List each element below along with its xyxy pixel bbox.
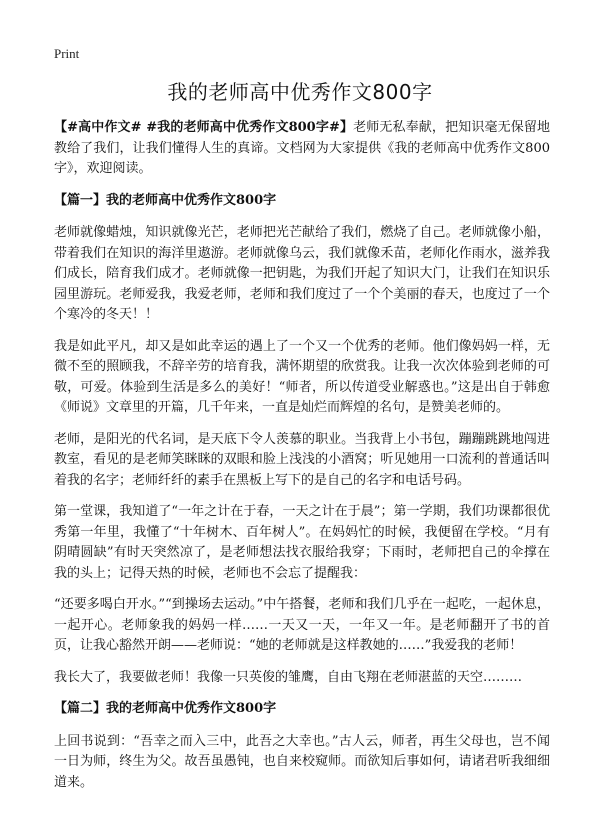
section-heading-2: 【篇二】我的老师高中优秀作文800字 — [54, 701, 277, 716]
article-body — [54, 118, 550, 804]
intro-paragraph — [54, 118, 550, 180]
paragraph: 我长大了，我要做老师！我像一只英俊的雏鹰，自由飞翔在老师湛蓝的天空……… — [54, 669, 523, 685]
paragraph: 我是如此平凡，却又是如此幸运的遇上了一个又一个优秀的老师。他们像妈妈一样，无微不至的照顾我，不辞辛劳的培育我，满怀期望的欣赏我。让我一次次体验到老师的可敬，可爱。体验到生活是多么的美好！“师者，所以传道受业解惑也。”这是出自于韩愈《师说》文章里的开篇，几千年来，一直是灿烂而辉煌的名句，是赞美老师的。 — [54, 338, 550, 415]
page-title: 我的老师高中优秀作文800字 — [167, 80, 433, 104]
paragraph: “还要多喝白开水。”“到操场去运动。”中午搭餐，老师和我们几乎在一起吃，一起休息，一起开心。老师象我的妈妈一样……一天又一天，一年又一年。是老师翻开了书的首页，让我心豁然开朗——老师说：“她的老师就是这样教她的……”我爱我的老师！ — [54, 597, 550, 653]
print-label: Print — [54, 46, 80, 61]
section-heading-1: 【篇一】我的老师高中优秀作文800字 — [54, 192, 277, 208]
paragraph: 老师就像蜡烛，知识就像光芒，老师把光芒献给了我们，燃烧了自己。老师就像小船，带着我们在知识的海洋里遨游。老师就像乌云，我们就像禾苗，老师化作雨水，滋养我们成长，陪育我们成才。老师就像一把钥匙，为我们开起了知识大门，让我们在知识乐园里游玩。老师爱我，我爱老师，老师和我们度过了一个个美丽的春天，也度过了一个个寒冷的冬天！！ — [54, 225, 550, 322]
paragraph: 第一堂课，我知道了“一年之计在于春，一天之计在于晨”；第一学期，我们功课都很优秀第一年里，我懂了“十年树木、百年树人”。在妈妈忙的时候，我便留在学校。“月有阴晴圆缺”有时天突然凉了，是老师想法找衣服给我穿；下雨时，老师把自己的伞撑在我的头上；记得天热的时候，老师也不会忘了提醒我： — [54, 504, 550, 581]
paragraph: 老师，是阳光的代名词，是天底下令人羡慕的职业。当我背上小书包，蹦蹦跳跳地闯进教室，看见的是老师笑眯眯的双眼和脸上浅浅的小酒窝；听见她用一口流利的普通话叫着我的名字；老师纤纤的素手在黑板上写下的是自己的名字和电话号码。 — [54, 431, 550, 488]
intro-tag: 【#高中作文# #我的老师高中优秀作文800字#】 — [54, 120, 354, 135]
intro-text: 老师无私奉献，把知识毫无保留地教给了我们，让我们懂得人生的真谛。文档网为大家提供《我的老师高中优秀作文800字》，欢迎阅读。 — [54, 120, 550, 176]
paragraph: 上回书说到：“吾幸之而入三中，此吾之大幸也。”古人云，师者，再生父母也，岂不闻一日为师，终生为父。故吾虽愚钝，也自来校窥师。而欲知后事如何，请诸君听我细细道来。 — [54, 733, 550, 790]
